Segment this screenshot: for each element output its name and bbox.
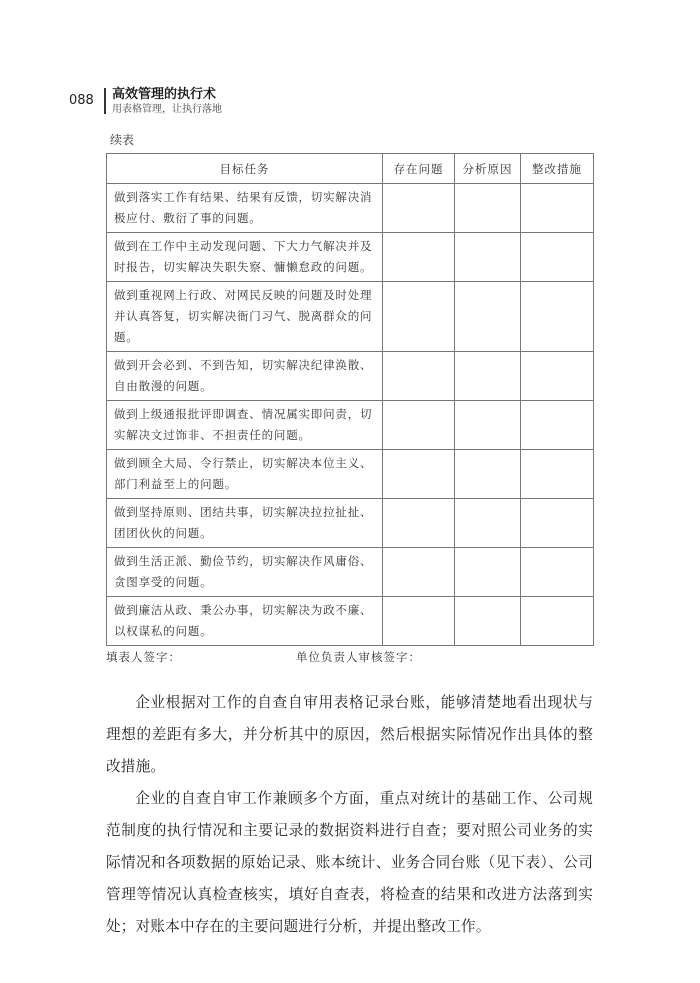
header-divider (104, 88, 106, 114)
cause-cell (455, 184, 521, 233)
table-row (107, 499, 594, 548)
body-paragraph: 企业的自查自审工作兼顾多个方面，重点对统计的基础工作、公司规范制度的执行情况和主要记录的数据资料进行自查；要对照公司业务的实际情况和各项数据的原始记录、账本统计、业务合同台账（见下表）、公司管理等情况认真检查核实，填好自查表，将检查的结果和改进方法落到实处；对账本中存在的主要问题进行分析，并提出整改工作。 (106, 790, 593, 935)
task-cell: 做到顾全大局、令行禁止，切实解决本位主义、部门利益至上的问题。 (107, 450, 383, 499)
problem-cell (383, 597, 455, 646)
body-paragraph: 企业根据对工作的自查自审用表格记录台账，能够清楚地看出现状与理想的差距有多大，并分析其中的原因，然后根据实际情况作出具体的整改措施。 (106, 694, 593, 775)
cause-cell (455, 233, 521, 282)
table-row (107, 401, 594, 450)
cause-cell (455, 499, 521, 548)
measure-cell (521, 352, 594, 401)
reviewer-signature-label: 单位负责人审核签字： (296, 650, 421, 664)
table-row (107, 450, 594, 499)
table-row (107, 597, 594, 646)
page-content (106, 132, 593, 943)
header-text (112, 86, 222, 116)
task-cell: 做到坚持原则、团结共事，切实解决拉拉扯扯、团团伙伙的问题。 (107, 499, 383, 548)
measure-cell (521, 450, 594, 499)
continued-table-label: 续表 (110, 133, 135, 147)
measure-cell (521, 184, 594, 233)
book-subtitle: 用表格管理，让执行落地 (112, 104, 222, 115)
measure-cell (521, 233, 594, 282)
table-row (107, 282, 594, 352)
task-cell: 做到生活正派、勤俭节约，切实解决作风庸俗、贪图享受的问题。 (107, 548, 383, 597)
column-header-cause-analysis: 分析原因 (455, 154, 521, 184)
measure-cell (521, 499, 594, 548)
task-cell: 做到廉洁从政、秉公办事，切实解决为政不廉、以权谋私的问题。 (107, 597, 383, 646)
column-header-existing-problem: 存在问题 (383, 154, 455, 184)
cause-cell (455, 282, 521, 352)
problem-cell (383, 548, 455, 597)
cause-cell (455, 450, 521, 499)
page-header (69, 86, 631, 116)
table-header-row (107, 154, 594, 184)
problem-cell (383, 233, 455, 282)
problem-cell (383, 499, 455, 548)
problem-cell (383, 282, 455, 352)
measure-cell (521, 597, 594, 646)
book-title: 高效管理的执行术 (112, 87, 217, 102)
cause-cell (455, 597, 521, 646)
cause-cell (455, 548, 521, 597)
table-row (107, 233, 594, 282)
measure-cell (521, 401, 594, 450)
measure-cell (521, 548, 594, 597)
page-number: 088 (69, 93, 94, 108)
task-cell: 做到开会必到、不到告知，切实解决纪律涣散、自由散漫的问题。 (107, 352, 383, 401)
table-row (107, 548, 594, 597)
problem-cell (383, 352, 455, 401)
column-header-corrective-measure: 整改措施 (521, 154, 594, 184)
measure-cell (521, 282, 594, 352)
signature-row (106, 649, 593, 665)
table-row (107, 184, 594, 233)
task-cell: 做到重视网上行政、对网民反映的问题及时处理并认真答复，切实解决衙门习气、脱离群众的问题。 (107, 282, 383, 352)
filler-signature-label: 填表人签字： (106, 650, 181, 664)
cause-cell (455, 401, 521, 450)
problem-cell (383, 184, 455, 233)
task-cell: 做到在工作中主动发现问题、下大力气解决并及时报告，切实解决失职失察、慵懒怠政的问题。 (107, 233, 383, 282)
column-header-target-task: 目标任务 (107, 154, 383, 184)
table-row (107, 352, 594, 401)
self-check-table (106, 153, 594, 646)
table-body (107, 184, 594, 646)
task-cell: 做到落实工作有结果、结果有反馈，切实解决消极应付、敷衍了事的问题。 (107, 184, 383, 233)
problem-cell (383, 401, 455, 450)
problem-cell (383, 450, 455, 499)
task-cell: 做到上级通报批评即调查、情况属实即问责，切实解决文过饰非、不担责任的问题。 (107, 401, 383, 450)
cause-cell (455, 352, 521, 401)
